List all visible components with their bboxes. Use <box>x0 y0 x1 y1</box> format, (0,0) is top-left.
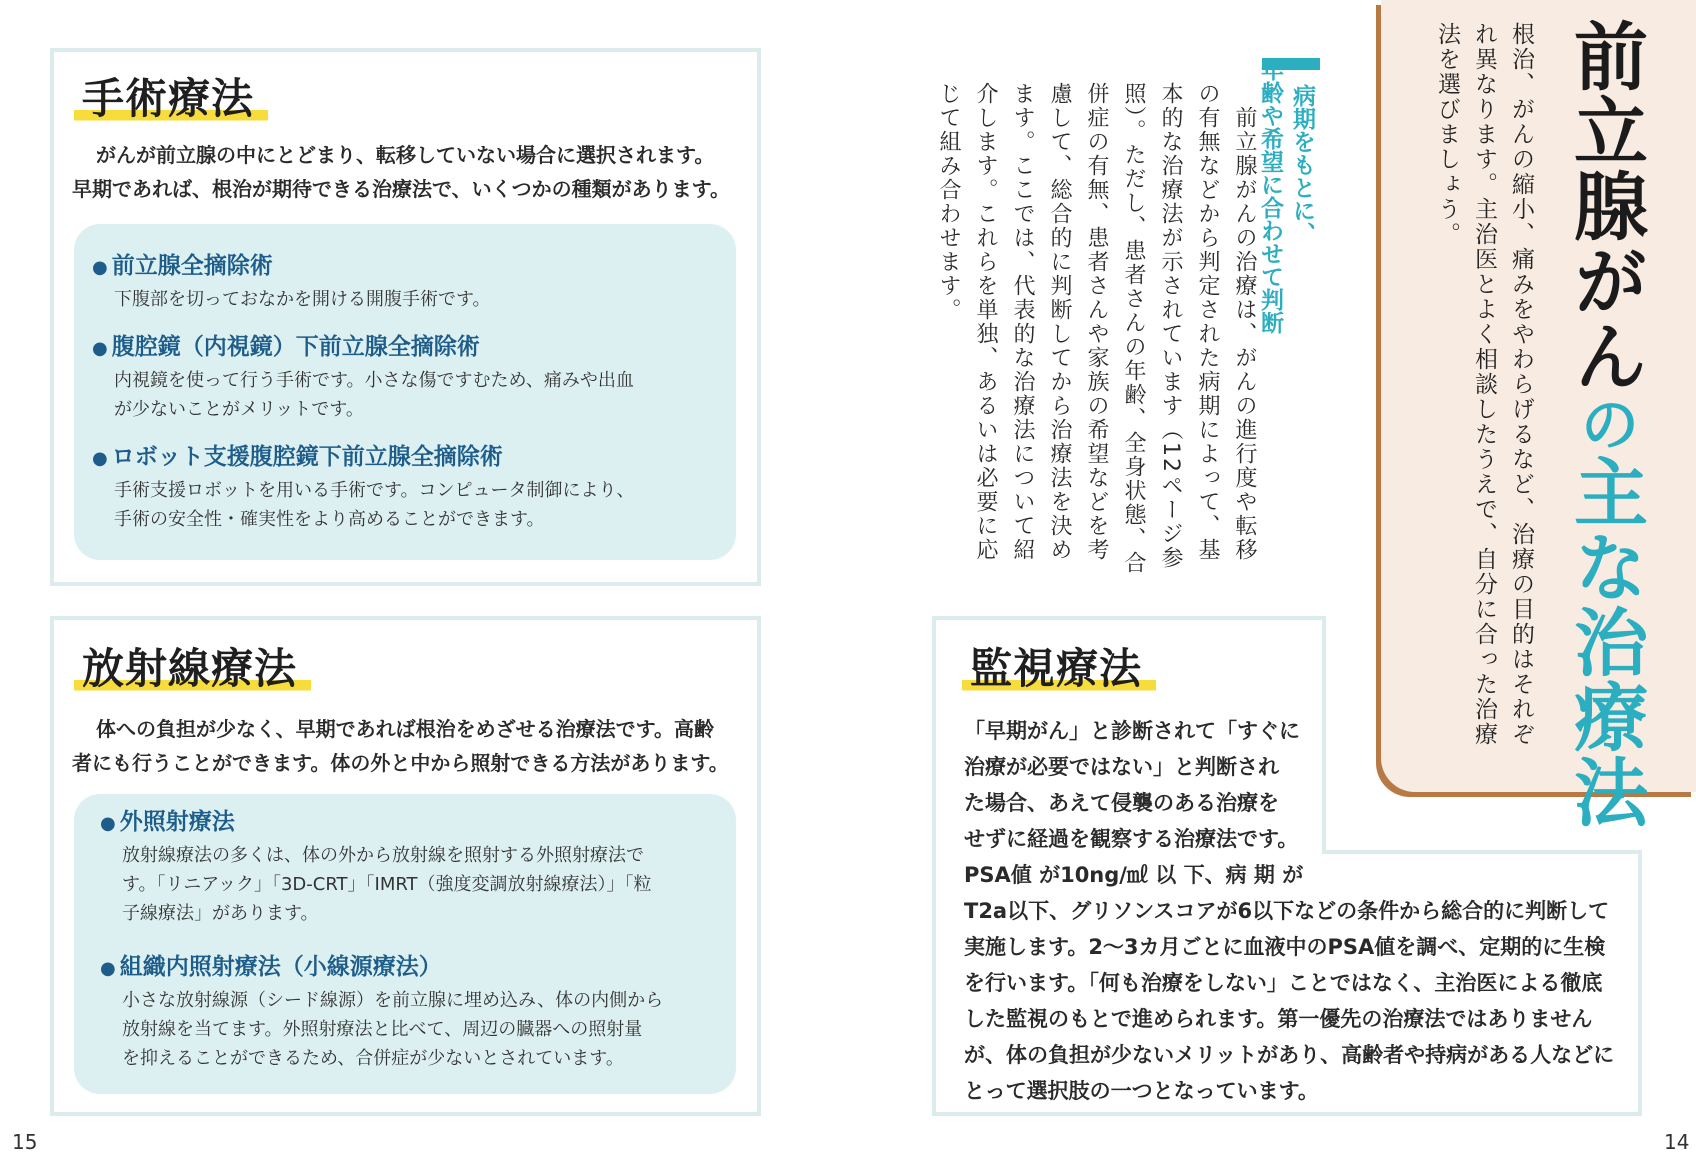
surveillance-text-narrow <box>964 713 1303 893</box>
column-heading-line2: 年齢や希望に合わせて判断 <box>1257 58 1283 334</box>
surveillance-heading <box>962 644 1156 693</box>
surgery-item-desc: 手術支援ロボットを用いる手術です。コンピュータ制御により、 手術の安全性・確実性をより高めることができます。 <box>114 480 635 530</box>
radiation-intro-line1: 体への負担が少なく、早期であれば根治をめざせる治療法です。高齢 <box>96 717 714 741</box>
page-title-part3: 主な治療法 <box>1562 454 1648 829</box>
surgery-item-title: 腹腔鏡（内視鏡）下前立腺全摘除術 <box>111 334 480 360</box>
radiation-heading-text: 放射線療法 <box>74 644 311 697</box>
column-body <box>930 82 1263 577</box>
surveillance-line: とって選択肢の一つとなっています。 <box>964 1079 1319 1103</box>
column-heading <box>1254 58 1318 488</box>
radiation-intro-line2: 者にも行うことができます。体の外と中から照射できる方法があります。 <box>72 751 729 775</box>
surveillance-line: PSA値 が10ng/㎖ 以 下、病 期 が <box>964 863 1304 887</box>
title-lead: 根治、がんの縮小、痛みをやわらげるなど、治療の目的はそれぞれ異なります。主治医とよく相談したうえで、自分に合った治療法を選びましょう。 <box>1434 22 1534 747</box>
surveillance-line: た場合、あえて侵襲のある治療を <box>964 791 1279 815</box>
surgery-item-desc: 内視鏡を使って行う手術です。小さな傷ですむため、痛みや出血 が少ないことがメリットです。 <box>114 370 634 420</box>
surveillance-text-wide <box>964 893 1614 1109</box>
page-title-part1: 前立腺がん <box>1562 18 1648 393</box>
surveillance-line: T2a以下、グリソンスコアが6以下などの条件から総合的に判断して <box>964 899 1610 923</box>
surveillance-line: を行います。「何も治療をしない」ことではなく、主治医による徹底 <box>964 971 1603 995</box>
bullet-icon: ● <box>92 257 108 278</box>
surveillance-line: 治療が必要ではない」と判断され <box>964 755 1279 779</box>
page-number-left: 15 <box>12 1130 38 1154</box>
radiation-item-title: 組織内照射療法（小線源療法） <box>119 954 442 980</box>
column-heading-line1: 病期をもとに、 <box>1289 84 1315 245</box>
radiation-item <box>100 952 663 1073</box>
radiation-heading <box>74 644 311 693</box>
surgery-item-title: 前立腺全摘除術 <box>111 253 273 279</box>
bullet-icon: ● <box>100 813 116 834</box>
radiation-item <box>100 807 652 928</box>
surgery-item-desc: 下腹部を切っておなかを開ける開腹手術です。 <box>114 289 491 310</box>
page-title-part2: の <box>1570 393 1640 454</box>
radiation-item-title: 外照射療法 <box>119 809 235 835</box>
surgery-item <box>92 442 635 534</box>
surveillance-line: せずに経過を観察する治療法です。 <box>964 827 1299 851</box>
surgery-heading <box>74 74 268 123</box>
surgery-heading-text: 手術療法 <box>74 74 268 127</box>
surgery-item <box>92 332 634 424</box>
surgery-intro-line2: 早期であれば、根治が期待できる治療法で、いくつかの種類があります。 <box>72 177 730 201</box>
page-number-right: 14 <box>1664 1130 1690 1154</box>
radiation-item-desc: 小さな放射線源（シード線源）を前立腺に埋め込み、体の内側から 放射線を当てます。外照射療法と比べて、周辺の臓器への照射量 を抑えることができるため、合併症が少ないとされています。 <box>122 990 664 1069</box>
radiation-item-desc: 放射線療法の多くは、体の外から放射線を照射する外照射療法で す。「リニアック」「3D-CRT」「IMRT（強度変調放射線療法）」「粒 子線療法」があります。 <box>122 845 652 924</box>
radiation-intro <box>72 712 729 780</box>
surveillance-line: した監視のもとで進められます。第一優先の治療法ではありません <box>964 1007 1593 1031</box>
surveillance-line: が、体の負担が少ないメリットがあり、高齢者や持病がある人などに <box>964 1043 1615 1067</box>
surveillance-heading-text: 監視療法 <box>962 644 1156 697</box>
surveillance-line: 「早期がん」と診断されて「すぐに <box>964 719 1300 743</box>
surgery-intro <box>72 138 730 206</box>
surgery-intro-line1: がんが前立腺の中にとどまり、転移していない場合に選択されます。 <box>96 143 715 167</box>
surgery-item <box>92 251 491 314</box>
surgery-item-title: ロボット支援腹腔鏡下前立腺全摘除術 <box>111 444 503 470</box>
bullet-icon: ● <box>92 448 108 469</box>
column-body-text: 前立腺がんの治療は、がんの進行度や転移の有無などから判定された病期によって、基本的な治療法が示されています（12ページ参照）。ただし、患者さんの年齢、全身状態、合併症の有無、患者さんや家族の希望などを考慮して、総合的に判断してから治療法を決めます。ここでは、代表的な治療法について紹介します。これらを単独、あるいは必要に応じて組み合わせます。 <box>936 82 1257 575</box>
bullet-icon: ● <box>92 338 108 359</box>
bullet-icon: ● <box>100 958 116 979</box>
surveillance-line: 実施します。2～3カ月ごとに血液中のPSA値を調べ、定期的に生検 <box>964 935 1606 959</box>
